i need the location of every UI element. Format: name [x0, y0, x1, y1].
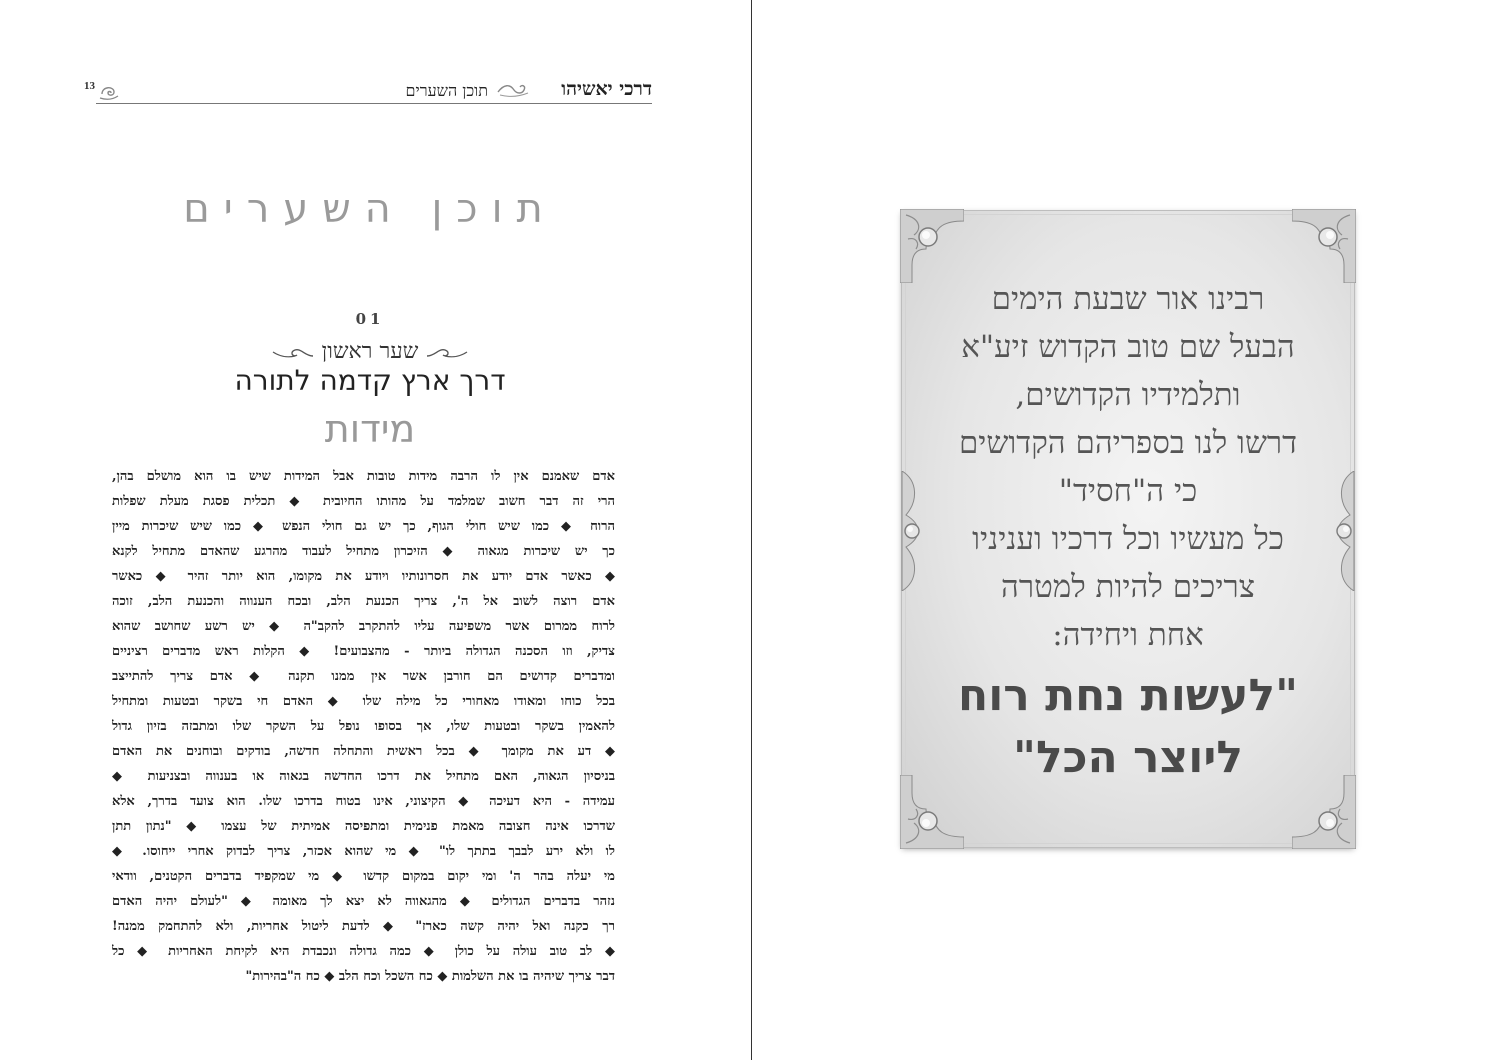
body-line: אדם רוצה לשוב אל ה', צריך הכנעת הלב, ובכח הענווה והכנעת הלב, זוכה — [112, 594, 615, 609]
body-line: ומדברים קדושים הם חורבן אשר אין ממנו תקנה ◆ אדם צריך להתייצב — [112, 669, 615, 684]
body-line: כך יש שיכרות מגאוה ◆ הזיכרון מתחיל לעבוד מהרגע שהאדם מתחיל לקנא — [112, 544, 615, 559]
plaque-line: כל מעשיו וכל דרכיו ועניניו — [972, 521, 1284, 557]
gate-label-text: שער ראשון — [321, 339, 419, 364]
body-line: הרי זה דבר חשוב שמלמד על מהותו החיובית ◆ תכלית פסגת מעלת שפלות — [112, 494, 615, 509]
plaque-line: רבינו אור שבעת הימים — [991, 281, 1265, 317]
corner-ornament-icon — [900, 209, 964, 283]
section-subtitle: מידות — [324, 407, 416, 451]
left-ornament-icon — [425, 344, 469, 360]
body-line: דבר צריך שיהיה בו את השלמות ◆ כח השכל וכח הלב ◆ כח ה"בהירות" — [245, 969, 615, 984]
body-line: רך כקנה ואל יהיה קשה כארז" ◆ לדעת ליטול אחריות, ולא להתחמק ממנה! — [112, 919, 615, 934]
plaque-line: צריכים להיות למטרה — [1001, 569, 1255, 605]
book-spine-divider — [751, 0, 752, 1060]
plaque-emphasis-line: "לעשות נחת רוח — [957, 670, 1299, 721]
header-flourish-icon — [496, 80, 530, 98]
body-text — [112, 464, 615, 989]
right-ornament-icon — [271, 344, 315, 360]
header-section-title: תוכן השערים — [405, 81, 488, 100]
gate-title: דרך ארץ קדמה לתורה — [234, 364, 506, 397]
chapter-number: 01 — [355, 310, 385, 328]
header-rule — [96, 103, 652, 104]
body-line: עמידה - היא דעיכה ◆ הקיצוני, אינו בטוח בדרכו שלו. הוא צועד בדרך, אלא — [112, 794, 615, 809]
plaque-line: הבעל שם טוב הקדוש זיע"א — [961, 329, 1295, 365]
body-line: לו ולא ירע לבבך בתתך לו" ◆ מי שהוא אכזר, צריך לבדוק אחרי ייחוסו. ◆ — [112, 844, 615, 859]
plaque-emphasis-line: ליוצר הכל" — [1013, 732, 1243, 783]
body-line: מי יעלה בהר ה' ומי יקום במקום קדשו ◆ מי שמקפיד בדברים הקטנים, וודאי — [112, 869, 615, 884]
body-line: הרוח ◆ כמו שיש חולי הגוף, כך יש גם חולי הנפש ◆ כמו שיש שיכרות מיין — [112, 519, 615, 534]
plaque-line: אחת ויחידה: — [1052, 617, 1204, 653]
body-line: להאמין בשקר ובטעות שלו, אך בסופו נופל על השקר שלו ומתבזה בזיון גדול — [112, 719, 615, 734]
gate-label — [230, 338, 510, 364]
page-number: 13 — [84, 80, 95, 92]
page-number-swirl-icon — [98, 80, 120, 102]
side-ornament-icon — [1334, 471, 1358, 591]
toc-title: תוכן השערים — [183, 186, 557, 232]
body-line: בכל כוחו ומאודו מאחורי כל מילה שלו ◆ האדם חי בשקר ובטעות ומתחיל — [112, 694, 615, 709]
plaque-line: כי ה"חסיד" — [1058, 473, 1198, 509]
body-line: צדיק, וזו הסכנה הגדולה ביותר - מהצבועים! ◆ הקלות ראש מדברים רציניים — [112, 644, 615, 659]
body-line: ◆ כאשר אדם יודע את חסרונותיו ויודע את מקומו, הוא יותר זהיר ◆ כאשר — [112, 569, 615, 584]
body-line: שדרכו אינה חצובה מאמת פנימית ומתפיסה אמיתית של עצמו ◆ "נתון תתן — [112, 819, 615, 834]
body-line: אדם שאמנם אין לו הרבה מידות טובות אבל המידות שיש בו הוא מושלם בהן, — [112, 469, 615, 484]
body-line: נזהר בדברים הגדולים ◆ מהגאווה לא יצא לך מאומה ◆ "לעולם יהיה האדם — [112, 894, 615, 909]
plaque-text — [932, 275, 1324, 789]
side-ornament-icon — [898, 471, 922, 591]
body-line: ◆ דע את מקומך ◆ בכל ראשית והתחלה חדשה, בודקים ובוחנים את האדם — [112, 744, 615, 759]
header-book-title: דרכי יאשיהו — [561, 78, 652, 100]
body-line: בניסיון הגאוה, האם מתחיל את דרכו החדשה בגאוה או בענווה ובצניעות ◆ — [112, 769, 615, 784]
body-line: ◆ לב טוב עולה על כולן ◆ כמה גדולה ונכבדת היא לקיחת האחריות ◆ כל — [112, 944, 615, 959]
corner-ornament-icon — [1292, 209, 1356, 283]
plaque-line: דרשו לנו בספריהם הקדושים — [958, 425, 1298, 461]
body-line: לרוח ממרום אשר משפיעה עליו להתקרב להקב"ה ◆ יש רשע שחושב שהוא — [112, 619, 615, 634]
running-header — [84, 74, 652, 106]
plaque-line: ותלמידיו הקדושים, — [1015, 377, 1241, 413]
quote-plaque — [902, 211, 1354, 847]
